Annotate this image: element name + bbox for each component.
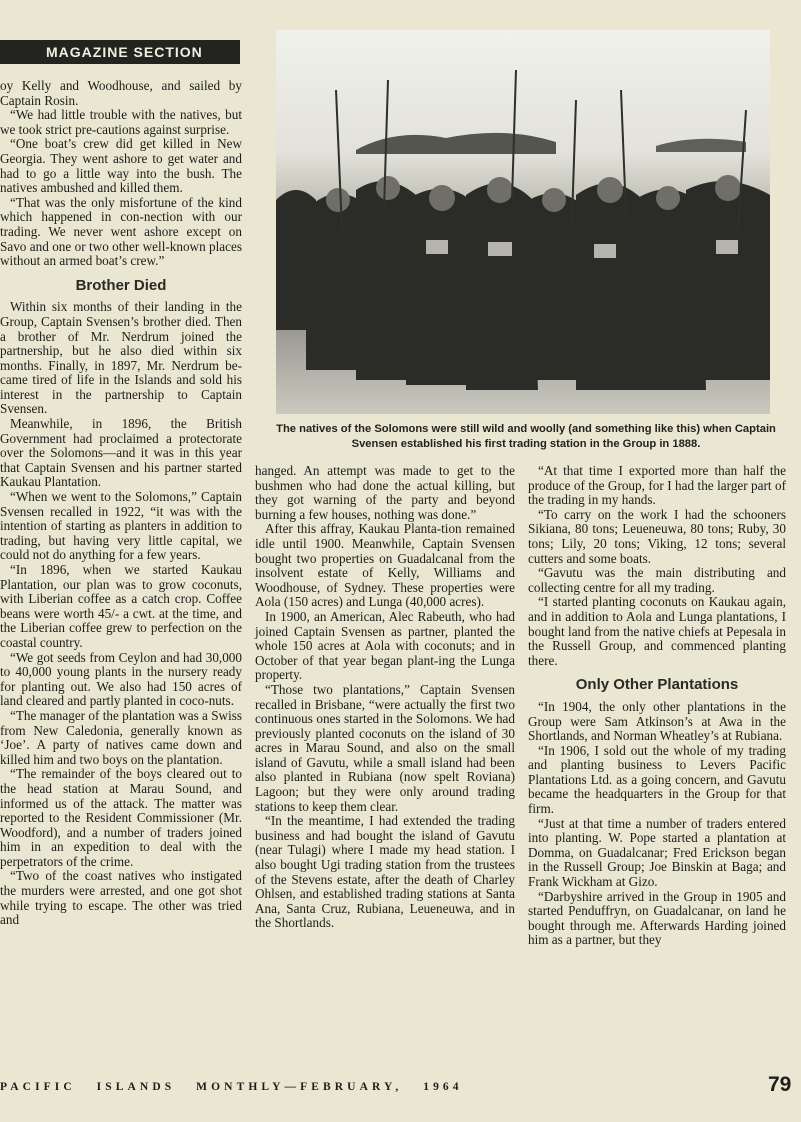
column-2 [255,464,515,931]
paragraph: “The manager of the plantation was a Swiss from New Caledonia, generally known as ‘Joe’. A party of natives came down and killed him and two boys on the plantation. [0,707,242,767]
paragraph: “Just at that time a number of traders entered into planting. W. Pope started a plantation at Domma, on Guadalcanar; Fred Erickson began in the Russell Group; Joe Binskin at Baga; and Frank Wickham at Gizo. [528,815,786,890]
photo-illustration [276,30,770,414]
paragraph: “We had little trouble with the natives, but we took strict pre-cautions against surprise. [0,107,242,137]
section-label: MAGAZINE SECTION [0,40,240,64]
paragraph: hanged. An attempt was made to get to the bushmen who had done the actual killing, but they got warning of the party and beyond burning a few houses, nothing was done.” [255,463,515,522]
photo-caption: The natives of the Solomons were still wild and woolly (and something like this) when Captain Svensen established his first trading station in the Group in 1888. [276,423,776,450]
footer-publication-title: PACIFIC ISLANDS MONTHLY—FEBRUARY, 1964 [0,1081,463,1093]
paragraph: “At that time I exported more than half the produce of the Group, for I had the larger part of the trading in my hands. [528,463,786,508]
page-number: 79 [768,1073,792,1096]
paragraph: “Darbyshire arrived in the Group in 1905 and started Penduffryn, on Guadalcanar, on land he bought through me. Afterwards Harding joined him as a partner, but they [528,888,786,948]
photo-solomon-natives [276,30,770,414]
paragraph: “To carry on the work I had the schooners Sikiana, 80 tons; Leueneuwa, 80 tons; Ruby, 30 tons; Lily, 20 tons; Viking, 12 tons; several cutters and some boats. [528,506,786,566]
paragraph: “Gavutu was the main distributing and collecting centre for all my trading. [528,565,786,595]
paragraph: “Two of the coast natives who instigated the murders were arrested, and one got shot while trying to escape. The other was tried and [0,868,242,928]
paragraph: “That was the only misfortune of the kind which happened in con-nection with our trading. We never went ashore except on Savo and one or two other well-known places without an armed boat’s crew.” [0,194,242,269]
paragraph: “The remainder of the boys cleared out to the head station at Marau Sound, and informed us of the attack. The matter was reported to the Resident Commissioner (Mr. Woodford), and a number of traders joined him in an expedition to deal with the perpetrators of the crime. [0,766,242,869]
column-3 [528,464,786,948]
paragraph: “We got seeds from Ceylon and had 30,000 to 40,000 young plants in the nursery ready for planting out. We also had 150 acres of land cleared and partly planted in coco-nuts. [0,649,242,709]
paragraph: “In 1904, the only other plantations in the Group were Sam Atkinson’s at Awa in the Shortlands, and Norman Wheatley’s at Rubiana. [528,698,786,744]
paragraph: “When we went to the Solomons,” Captain Svensen recalled in 1922, “it was with the intention of starting as planters in addition to trading, but having very little capital, we could not do anything for a few years. [0,489,242,563]
paragraph: Within six months of their landing in the Group, Captain Svensen’s brother died. Then a brother of Mr. Nerdrum joined the partnership, but he also died within six months. Finally, in 1897, Mr. Nerdrum be-came tired of life in the Islands and sold his interest in the partnership to Captain Svensen. [0,299,242,417]
column-1 [0,79,242,928]
paragraph: “In the meantime, I had extended the trading business and had bought the island of Gavutu (near Tulagi) where I made my head station. I also bought Ugi trading station from the trustees of the Stevens estate, after the death of Charley Ohlsen, and established trading stations at Santa Ana, Santa Cruz, Rubiana, Leueneuwa, and in the Shortlands. [255,813,515,931]
paragraph: In 1900, an American, Alec Rabeuth, who had joined Captain Svensen as partner, planted the whole 150 acres at Aola with coconuts; and in October of that year began plant-ing the Lunga property. [255,608,515,683]
paragraph: oy Kelly and Woodhouse, and sailed by Captain Rosin. [0,78,242,108]
paragraph: “I started planting coconuts on Kaukau again, and in addition to Aola and Lunga plantations, I bought land from the native chiefs at Pepesala in the Russell Group, and commenced planting there. [528,594,786,668]
paragraph: “In 1906, I sold out the whole of my trading and planting business to Levers Pacific Plantations Ltd. as a going concern, and Gavutu became the headquarters in the Group for that firm. [528,742,786,817]
page-footer [0,1073,801,1103]
subheading-brother-died: Brother Died [75,276,167,294]
paragraph: Meanwhile, in 1896, the British Government had proclaimed a protectorate over the Solomons—and it was in this year that Captain Svensen and his partner started Kaukau Plantation. [0,416,242,490]
paragraph: “One boat’s crew did get killed in New Georgia. They went ashore to get water and had to go a little way into the bush. The natives ambushed and killed them. [0,136,242,196]
paragraph: “In 1896, when we started Kaukau Plantation, our plan was to grow coconuts, with Liberian coffee as a catch crop. Coffee beans were worth 45/- a cwt. at the time, and the Liberian coffee grew to perfection on the coastal country. [0,562,242,650]
paragraph: After this affray, Kaukau Planta-tion remained idle until 1900. Meanwhile, Captain Svensen bought two properties on Guadalcanal from the insolvent estate of Kelly, Williams and Woodhouse, of Sydney. These properties were Aola (150 acres) and Lunga (40,000 acres). [255,521,515,610]
paragraph: “Those two plantations,” Captain Svensen recalled in Brisbane, “were actually the first two continuous ones started in the Solomons. We had previously planted coconuts on the island of 30 acres in Marau Sound, and also on the small island of Gavutu, while a small island had been also planted in Rubiana (now spelt Roviana) Lagoon; but they were only around trading stations to keep them clear. [255,681,515,814]
subheading-only-other-plantations: Only Other Plantations [575,676,739,694]
